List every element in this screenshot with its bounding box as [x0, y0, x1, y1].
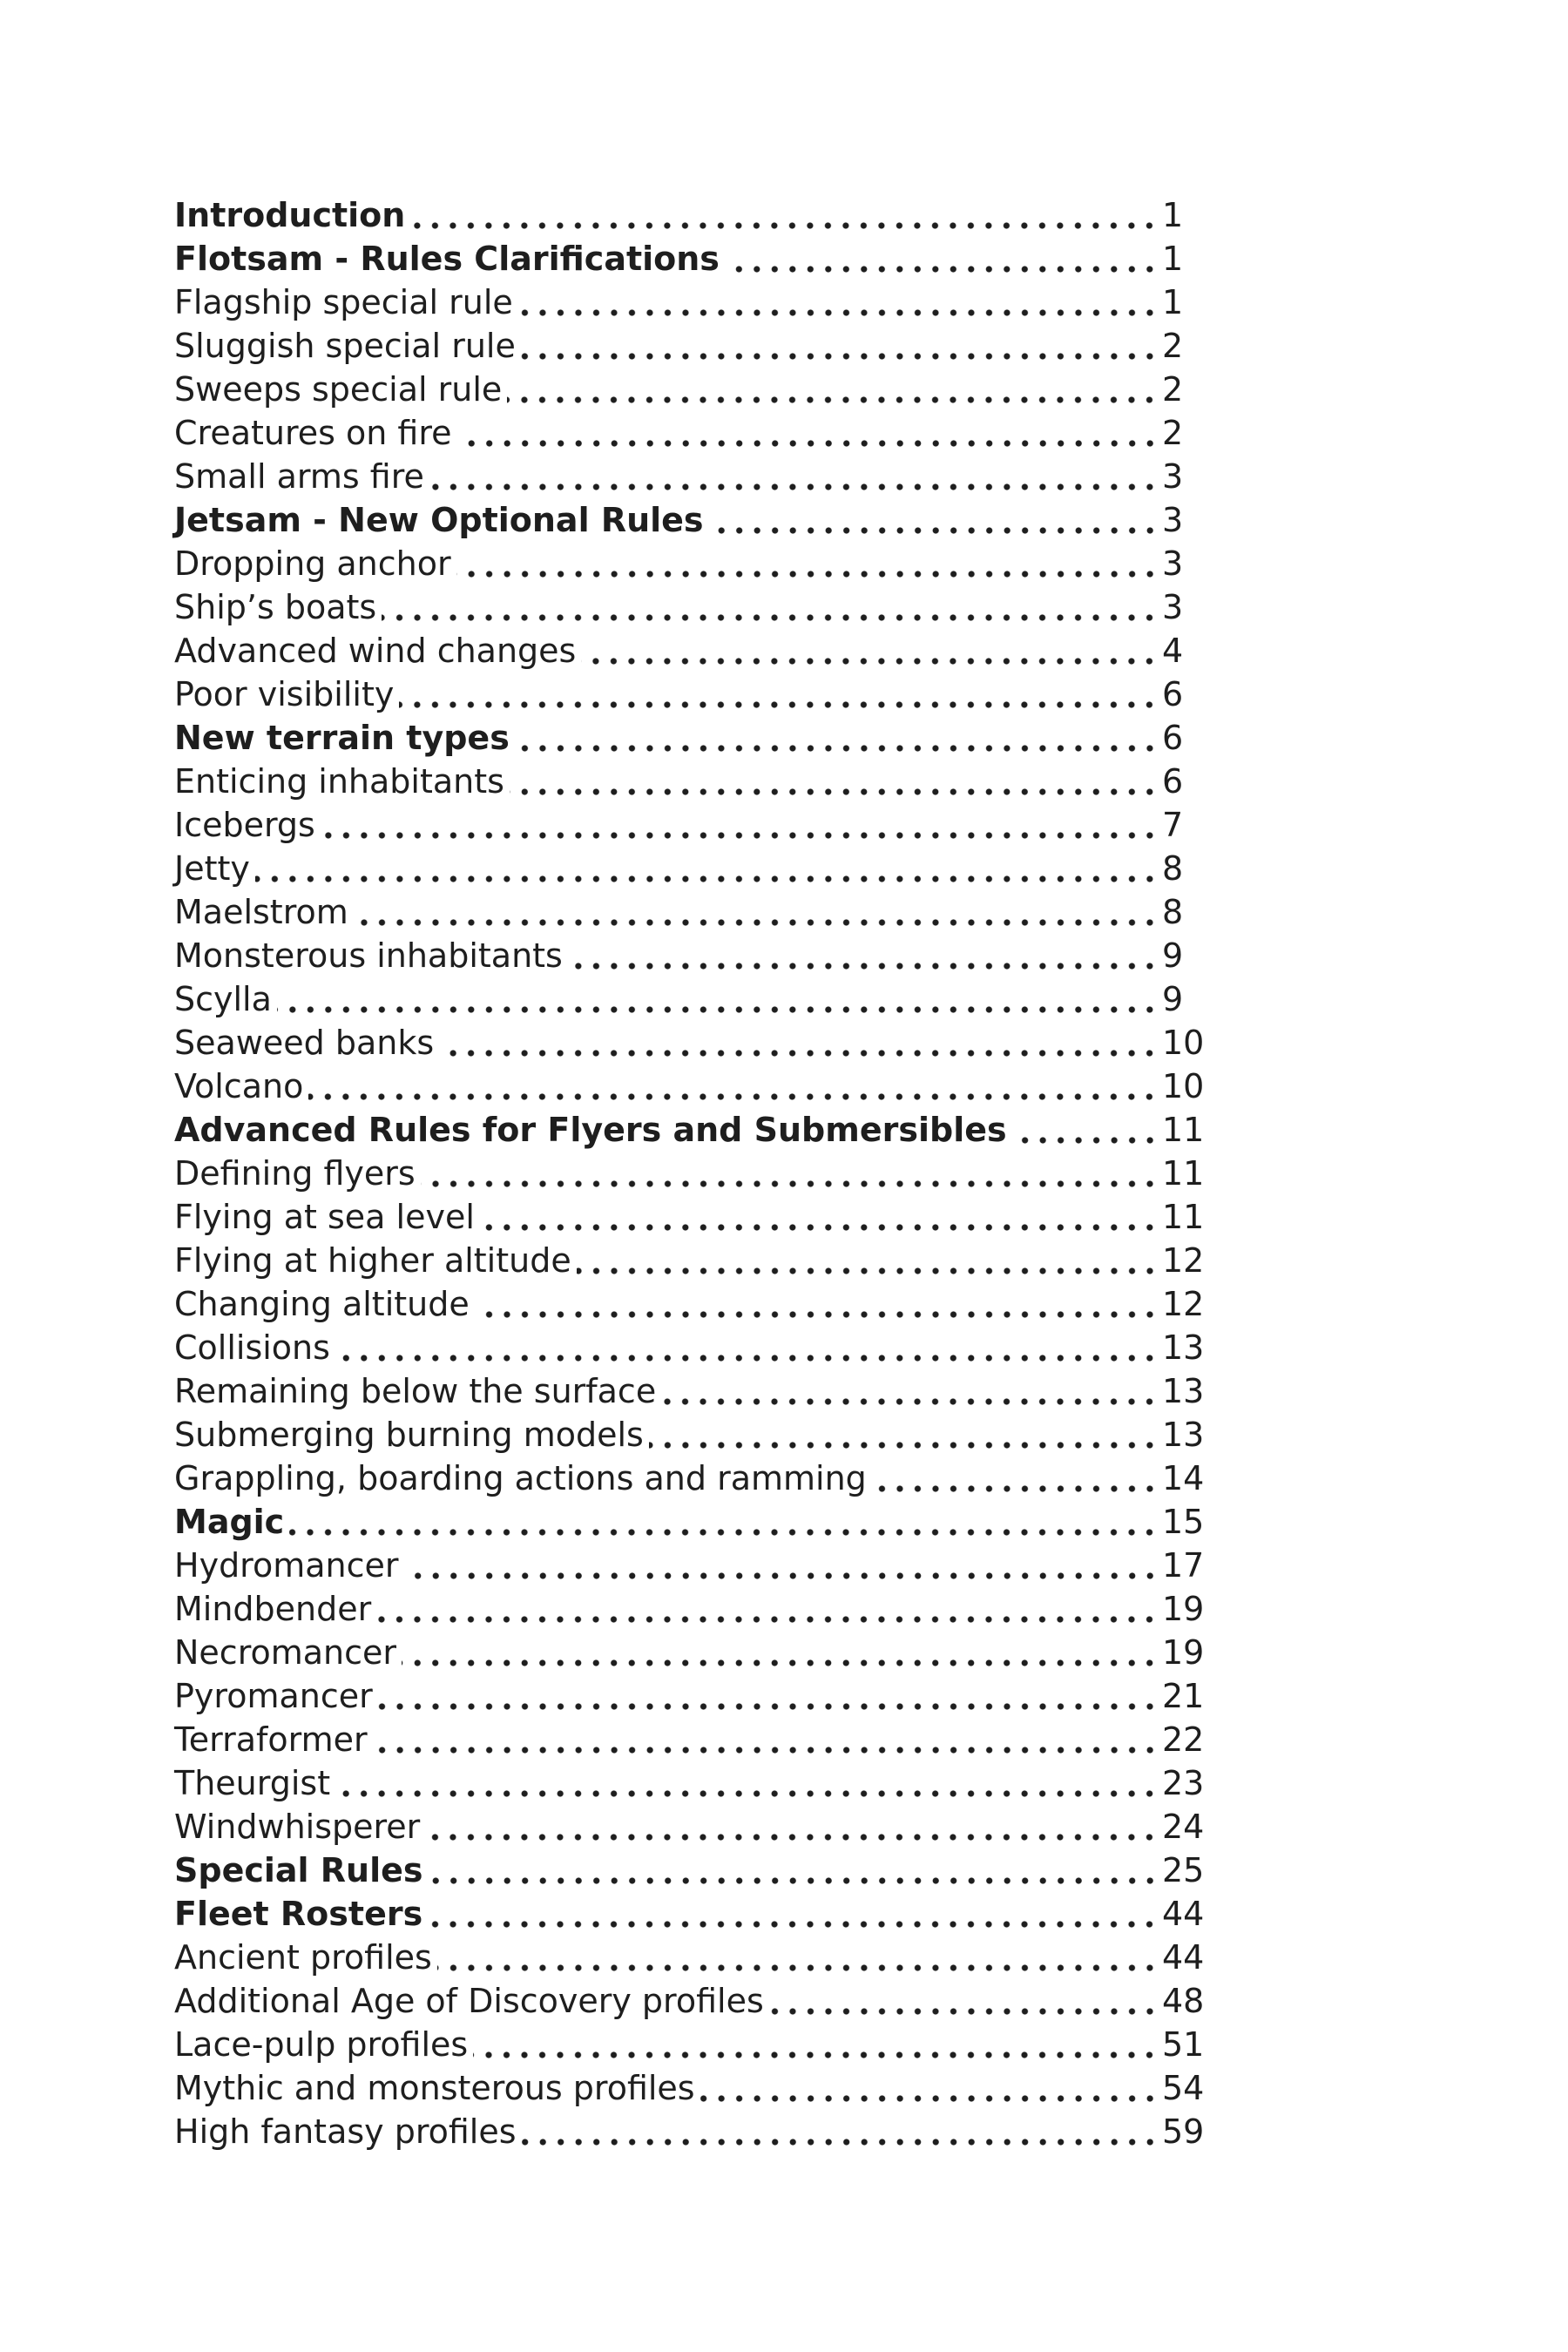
toc-entry[interactable]	[174, 934, 1211, 977]
dot-leader	[437, 1962, 1159, 1974]
toc-section-entry[interactable]	[174, 1848, 1211, 1892]
toc-entry-title: Ancient profiles	[174, 1938, 432, 1977]
toc-entry-title: Flagship special rule	[174, 283, 513, 321]
toc-entry[interactable]	[174, 1979, 1211, 2023]
dot-leader	[335, 1788, 1159, 1800]
toc-entry-page-number: 2	[1162, 370, 1184, 409]
toc-entry-page-number: 48	[1162, 1982, 1205, 2020]
toc-entry-page-number: 11	[1162, 1111, 1205, 1149]
dot-leader	[649, 1439, 1159, 1451]
toc-entry-title: Hydromancer	[174, 1546, 399, 1585]
toc-entry-title: Creatures on fire	[174, 414, 452, 452]
toc-entry-title: Volcano	[174, 1067, 304, 1105]
dot-leader	[709, 524, 1159, 537]
dot-leader	[428, 1918, 1159, 1930]
toc-entry[interactable]	[174, 672, 1211, 716]
toc-entry-title: Sweeps special rule	[174, 370, 503, 409]
toc-entry-title: Mythic and monsterous profiles	[174, 2069, 695, 2107]
dot-leader	[456, 568, 1159, 580]
dot-leader	[515, 742, 1159, 754]
dot-leader	[769, 2005, 1159, 2017]
toc-entry-title: Theurgist	[174, 1764, 331, 1802]
dot-leader	[872, 1483, 1159, 1495]
toc-entry-title: Remaining below the surface	[174, 1372, 657, 1410]
dot-leader	[1012, 1134, 1159, 1146]
toc-entry-title: Additional Age of Discovery profiles	[174, 1982, 764, 2020]
toc-entry-title: Grappling, boarding actions and ramming	[174, 1459, 867, 1497]
toc-entry-title: Fleet Rosters	[174, 1895, 423, 1933]
toc-entry-page-number: 44	[1162, 1938, 1205, 1977]
dot-leader	[321, 829, 1159, 841]
dot-leader	[425, 1831, 1159, 1843]
toc-entry[interactable]	[174, 455, 1211, 498]
dot-leader	[439, 1047, 1159, 1059]
toc-entry[interactable]	[174, 1936, 1211, 1979]
toc-entry-page-number: 7	[1162, 806, 1184, 844]
dot-leader	[255, 873, 1159, 885]
toc-section-entry[interactable]	[174, 193, 1211, 237]
toc-entry-page-number: 9	[1162, 936, 1184, 975]
toc-entry-page-number: 4	[1162, 632, 1184, 670]
toc-entry-title: Enticing inhabitants	[174, 762, 504, 801]
toc-entry-title: Windwhisperer	[174, 1808, 421, 1846]
toc-entry-page-number: 9	[1162, 980, 1184, 1018]
toc-entry[interactable]	[174, 1152, 1211, 1195]
toc-entry-title: Scylla	[174, 980, 272, 1018]
toc-entry[interactable]	[174, 1064, 1211, 1108]
toc-entry-page-number: 25	[1162, 1851, 1205, 1889]
toc-entry-title: Monsterous inhabitants	[174, 936, 563, 975]
toc-entry-title: Seaweed banks	[174, 1024, 435, 1062]
toc-entry-title: Mindbender	[174, 1590, 372, 1628]
toc-entry[interactable]	[174, 1718, 1211, 1761]
toc-entry-page-number: 12	[1162, 1241, 1205, 1280]
dot-leader	[581, 655, 1159, 667]
dot-leader	[378, 1700, 1159, 1713]
dot-leader	[429, 481, 1159, 493]
toc-entry-title: Pyromancer	[174, 1677, 373, 1715]
toc-entry-title: Necromancer	[174, 1633, 397, 1672]
toc-entry-page-number: 15	[1162, 1503, 1205, 1541]
toc-entry-page-number: 11	[1162, 1198, 1205, 1236]
toc-entry[interactable]	[174, 1761, 1211, 1805]
toc-entry-page-number: 19	[1162, 1590, 1205, 1628]
toc-entry-title: New terrain types	[174, 719, 510, 757]
toc-entry[interactable]	[174, 629, 1211, 672]
dot-leader	[354, 916, 1159, 929]
toc-entry[interactable]	[174, 890, 1211, 934]
toc-entry[interactable]	[174, 1195, 1211, 1239]
toc-entry-title: Introduction	[174, 196, 406, 234]
dot-leader	[518, 307, 1159, 319]
toc-entry-page-number: 13	[1162, 1372, 1205, 1410]
toc-entry-page-number: 13	[1162, 1416, 1205, 1454]
toc-entry-title: Poor visibility	[174, 675, 395, 713]
toc-entry[interactable]	[174, 1674, 1211, 1718]
toc-entry-title: Flotsam - Rules Clarifications	[174, 240, 720, 278]
toc-entry-title: Changing altitude	[174, 1285, 470, 1323]
toc-entry-title: Sluggish special rule	[174, 327, 516, 365]
toc-entry-page-number: 24	[1162, 1808, 1205, 1846]
toc-entry[interactable]	[174, 1021, 1211, 1064]
toc-entry[interactable]	[174, 1282, 1211, 1326]
toc-entry-page-number: 51	[1162, 2025, 1205, 2064]
toc-entry-page-number: 3	[1162, 544, 1184, 583]
table-of-contents	[174, 193, 1211, 2153]
toc-entry-title: Flying at higher altitude	[174, 1241, 571, 1280]
toc-entry[interactable]	[174, 411, 1211, 455]
toc-entry-page-number: 1	[1162, 196, 1184, 234]
dot-leader	[475, 1308, 1159, 1321]
toc-entry-page-number: 6	[1162, 675, 1184, 713]
toc-entry[interactable]	[174, 1413, 1211, 1456]
toc-entry-page-number: 3	[1162, 501, 1184, 539]
toc-entry[interactable]	[174, 760, 1211, 803]
toc-entry-title: Jetty	[174, 849, 250, 888]
dot-leader	[521, 350, 1159, 362]
toc-entry[interactable]	[174, 977, 1211, 1021]
toc-entry-page-number: 22	[1162, 1720, 1205, 1759]
toc-entry-title: Submerging burning models	[174, 1416, 644, 1454]
toc-entry-page-number: 44	[1162, 1895, 1205, 1933]
toc-section-entry[interactable]	[174, 1500, 1211, 1544]
toc-entry-page-number: 21	[1162, 1677, 1205, 1715]
toc-entry[interactable]	[174, 803, 1211, 847]
toc-entry-title: Ship’s boats	[174, 588, 377, 626]
dot-leader	[510, 786, 1159, 798]
toc-entry-title: Lace-pulp profiles	[174, 2025, 469, 2064]
dot-leader	[404, 1570, 1159, 1582]
dot-leader	[577, 1265, 1159, 1277]
dot-leader	[568, 960, 1159, 972]
toc-entry-page-number: 23	[1162, 1764, 1205, 1802]
dot-leader	[410, 220, 1159, 232]
toc-entry-page-number: 59	[1162, 2112, 1205, 2151]
dot-leader	[725, 263, 1159, 275]
toc-entry-page-number: 1	[1162, 283, 1184, 321]
toc-entry-title: Collisions	[174, 1328, 330, 1367]
toc-entry-page-number: 2	[1162, 327, 1184, 365]
dot-leader	[399, 699, 1159, 711]
toc-entry-page-number: 3	[1162, 457, 1184, 496]
toc-entry[interactable]	[174, 585, 1211, 629]
toc-entry-page-number: 8	[1162, 849, 1184, 888]
toc-entry[interactable]	[174, 280, 1211, 324]
dot-leader	[700, 2092, 1159, 2105]
toc-entry[interactable]	[174, 2023, 1211, 2066]
toc-entry-page-number: 11	[1162, 1154, 1205, 1193]
toc-entry[interactable]	[174, 1369, 1211, 1413]
toc-entry-page-number: 6	[1162, 719, 1184, 757]
dot-leader	[308, 1091, 1159, 1103]
toc-section-entry[interactable]	[174, 716, 1211, 760]
toc-entry[interactable]	[174, 1544, 1211, 1587]
dot-leader	[382, 612, 1159, 624]
toc-entry-title: Icebergs	[174, 806, 315, 844]
toc-entry-title: Advanced wind changes	[174, 632, 577, 670]
toc-entry-title: Special Rules	[174, 1851, 423, 1889]
toc-entry[interactable]	[174, 1326, 1211, 1369]
toc-entry[interactable]	[174, 1587, 1211, 1631]
toc-entry[interactable]	[174, 1805, 1211, 1848]
toc-entry[interactable]	[174, 1239, 1211, 1282]
toc-entry-page-number: 6	[1162, 762, 1184, 801]
toc-entry-page-number: 1	[1162, 240, 1184, 278]
toc-entry-page-number: 17	[1162, 1546, 1205, 1585]
toc-section-entry[interactable]	[174, 498, 1211, 542]
dot-leader	[507, 394, 1159, 406]
toc-entry-page-number: 12	[1162, 1285, 1205, 1323]
dot-leader	[661, 1396, 1159, 1408]
toc-entry-title: Small arms fire	[174, 457, 424, 496]
toc-entry-title: Advanced Rules for Flyers and Submersibles	[174, 1111, 1007, 1149]
toc-entry[interactable]	[174, 2066, 1211, 2110]
toc-entry[interactable]	[174, 542, 1211, 585]
toc-entry-page-number: 8	[1162, 893, 1184, 931]
dot-leader	[457, 437, 1159, 449]
toc-section-entry[interactable]	[174, 1892, 1211, 1936]
toc-entry-title: Magic	[174, 1503, 285, 1541]
toc-entry[interactable]	[174, 1631, 1211, 1674]
dot-leader	[402, 1657, 1159, 1669]
toc-entry-page-number: 54	[1162, 2069, 1205, 2107]
toc-entry[interactable]	[174, 324, 1211, 368]
toc-section-entry[interactable]	[174, 1108, 1211, 1152]
toc-entry-title: Dropping anchor	[174, 544, 451, 583]
toc-entry-page-number: 10	[1162, 1067, 1205, 1105]
dot-leader	[373, 1744, 1159, 1756]
dot-leader	[277, 1004, 1159, 1016]
toc-entry-page-number: 2	[1162, 414, 1184, 452]
toc-section-entry[interactable]	[174, 237, 1211, 280]
toc-entry-title: Defining flyers	[174, 1154, 416, 1193]
toc-entry-title: Terraformer	[174, 1720, 368, 1759]
dot-leader	[480, 1221, 1159, 1233]
toc-entry[interactable]	[174, 847, 1211, 890]
toc-entry-title: Flying at sea level	[174, 1198, 475, 1236]
toc-entry[interactable]	[174, 2110, 1211, 2153]
toc-entry-page-number: 19	[1162, 1633, 1205, 1672]
toc-entry[interactable]	[174, 368, 1211, 411]
dot-leader	[335, 1352, 1159, 1364]
toc-entry-title: High fantasy profiles	[174, 2112, 517, 2151]
dot-leader	[522, 2136, 1159, 2148]
toc-entry-page-number: 13	[1162, 1328, 1205, 1367]
dot-leader	[473, 2049, 1159, 2061]
toc-entry-title: Maelstrom	[174, 893, 348, 931]
toc-entry-page-number: 14	[1162, 1459, 1205, 1497]
toc-entry[interactable]	[174, 1456, 1211, 1500]
dot-leader	[429, 1875, 1159, 1887]
dot-leader	[289, 1526, 1159, 1538]
toc-entry-page-number: 3	[1162, 588, 1184, 626]
dot-leader	[376, 1613, 1159, 1625]
dot-leader	[421, 1178, 1159, 1190]
toc-entry-title: Jetsam - New Optional Rules	[174, 501, 704, 539]
toc-entry-page-number: 10	[1162, 1024, 1205, 1062]
